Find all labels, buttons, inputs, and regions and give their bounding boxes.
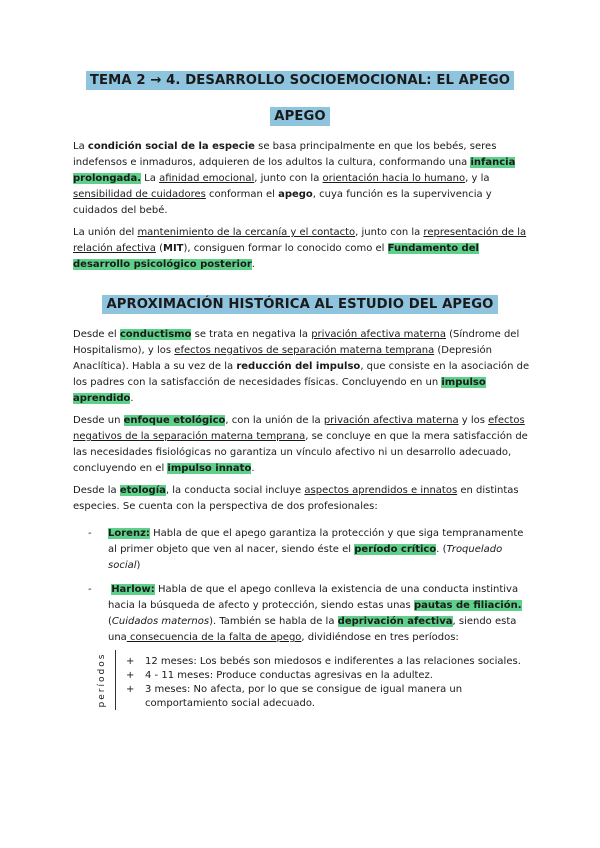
section-title-historica-text: APROXIMACIÓN HISTÓRICA AL ESTUDIO DEL APEGO xyxy=(102,295,497,314)
period-item xyxy=(126,655,536,669)
plus-bullet: + xyxy=(126,684,135,695)
periods-bracket xyxy=(115,650,124,710)
text: se basa principalmente en que los bebés, seres indefensos e inmaduros, adquieren de los adultos la cultura, conformando una xyxy=(73,141,497,168)
underlined-term: efectos negativos de separación materna temprana xyxy=(174,345,435,356)
highlight-term: período crítico xyxy=(354,544,437,555)
text: en distintas especies. Se cuenta con la perspectiva de dos profesionales: xyxy=(73,485,519,512)
list-dash: - xyxy=(88,584,92,595)
list-dash: - xyxy=(88,528,92,539)
bold-term: condición social de la especie xyxy=(87,141,255,152)
text: La unión del xyxy=(73,227,138,238)
highlight-term: infancia prolongada. xyxy=(73,157,516,184)
paragraph-apego-definition xyxy=(73,139,533,219)
main-title xyxy=(0,73,600,88)
text: ( xyxy=(155,243,163,254)
text: . xyxy=(130,393,134,404)
underlined-term: privación afectiva materna xyxy=(311,329,446,340)
text: (Síndrome del Hospitalismo), y los xyxy=(73,329,520,356)
text: , que consiste en la asociación de los padres con la satisfacción de necesidades físicas. Concluyendo en un xyxy=(73,361,530,388)
bold-term: MIT xyxy=(163,243,184,254)
highlight-term: etología xyxy=(119,485,166,496)
underlined-term: representación de la relación afectiva xyxy=(73,227,527,254)
list-item-harlow xyxy=(108,582,530,646)
text: La xyxy=(73,141,88,152)
periods-label: períodos xyxy=(97,652,107,708)
italic-term: Cuidados maternos xyxy=(111,616,210,627)
text: Desde el xyxy=(73,329,120,340)
list-item-lorenz xyxy=(108,526,530,574)
text: , junto con la xyxy=(254,173,323,184)
text: . ( xyxy=(436,544,447,555)
main-title-text: TEMA 2 → 4. DESARROLLO SOCIOEMOCIONAL: EL APEGO xyxy=(86,71,514,90)
text: , dividiéndose en tres períodos: xyxy=(301,632,459,643)
underlined-term: afinidad emocional xyxy=(159,173,255,184)
text: , cuya función es la supervivencia y cuidados del bebé. xyxy=(73,189,492,216)
period-item xyxy=(126,683,536,711)
underlined-term: aspectos aprendidos e innatos xyxy=(304,485,458,496)
text: Habla de que el apego conlleva la existencia de una conducta instintiva hacia la búsqueda de afecto y protección, siendo estas unas xyxy=(108,584,519,611)
text: Habla de que el apego garantiza la protección y que siga tempranamente al primer objeto que ven al nacer, siendo éste el xyxy=(108,528,524,555)
plus-bullet: + xyxy=(126,670,135,681)
paragraph-fundamento xyxy=(73,225,533,273)
text: , con la unión de la xyxy=(225,415,324,426)
paragraph-conductismo xyxy=(73,327,533,407)
highlight-term: pautas de filiación. xyxy=(413,600,522,611)
text: y los xyxy=(458,415,489,426)
text: ). También se habla de la xyxy=(209,616,338,627)
text: Desde la xyxy=(73,485,120,496)
text: La xyxy=(141,173,160,184)
period-text: 12 meses: Los bebés son miedosos e indiferentes a las relaciones sociales. xyxy=(145,656,521,667)
text: se trata en negativa la xyxy=(191,329,312,340)
underlined-term: mantenimiento de la cercanía y el contacto xyxy=(137,227,356,238)
text: , se concluye en que la mera satisfacción de las necesidades fisiológicas no garantiza un vínculo afectivo ni un desarrollo adecuado, concluyendo en el xyxy=(73,431,528,474)
period-text: 3 meses: No afecta, por lo que se consigue de igual manera un xyxy=(145,684,463,695)
underlined-term: privación afectiva materna xyxy=(323,415,459,426)
periods-label-box xyxy=(95,648,115,712)
text: , y la xyxy=(465,173,490,184)
underlined-term: sensibilidad de cuidadores xyxy=(73,189,206,200)
paragraph-etologia xyxy=(73,483,533,515)
text: ) xyxy=(136,560,141,571)
paragraph-etologico xyxy=(73,413,533,477)
text: conforman el xyxy=(205,189,279,200)
italic-term: Troquelado social xyxy=(108,544,503,571)
text: (Depresión Anaclítica). Habla a su vez de la xyxy=(73,345,492,372)
section-title-apego-text: APEGO xyxy=(270,107,329,126)
text: , siendo esta una xyxy=(108,616,517,643)
text: , la conducta social incluye xyxy=(165,485,305,496)
highlight-term: Harlow: xyxy=(111,584,155,595)
highlight-term: deprivación afectiva xyxy=(337,616,453,627)
bold-term: reducción del impulso xyxy=(236,361,361,372)
period-item xyxy=(126,669,536,683)
period-text-continued: comportamiento social adecuado. xyxy=(145,698,315,709)
underlined-term: consecuencia de la falta de apego xyxy=(126,632,302,643)
highlight-term: impulso aprendido xyxy=(73,377,486,404)
underlined-term: orientación hacia lo humano xyxy=(322,173,466,184)
underlined-term: efectos negativos de la separación materna temprana xyxy=(73,415,525,442)
section-title-historica xyxy=(0,297,600,312)
text: ( xyxy=(108,616,112,627)
highlight-term: Fundamento del desarrollo psicológico posterior xyxy=(73,243,479,270)
bold-term: apego xyxy=(278,189,313,200)
text: ), consiguen formar lo conocido como el xyxy=(183,243,388,254)
text: Desde un xyxy=(73,415,124,426)
period-text: 4 - 11 meses: Produce conductas agresivas en la adultez. xyxy=(145,670,433,681)
highlight-term: enfoque etológico xyxy=(123,415,226,426)
section-title-apego xyxy=(0,109,600,124)
highlight-term: conductismo xyxy=(119,329,192,340)
text: , junto con la xyxy=(355,227,424,238)
text: . xyxy=(251,259,255,270)
text: . xyxy=(251,463,255,474)
plus-bullet: + xyxy=(126,656,135,667)
highlight-term: impulso innato xyxy=(167,463,252,474)
highlight-term: Lorenz: xyxy=(108,528,150,539)
